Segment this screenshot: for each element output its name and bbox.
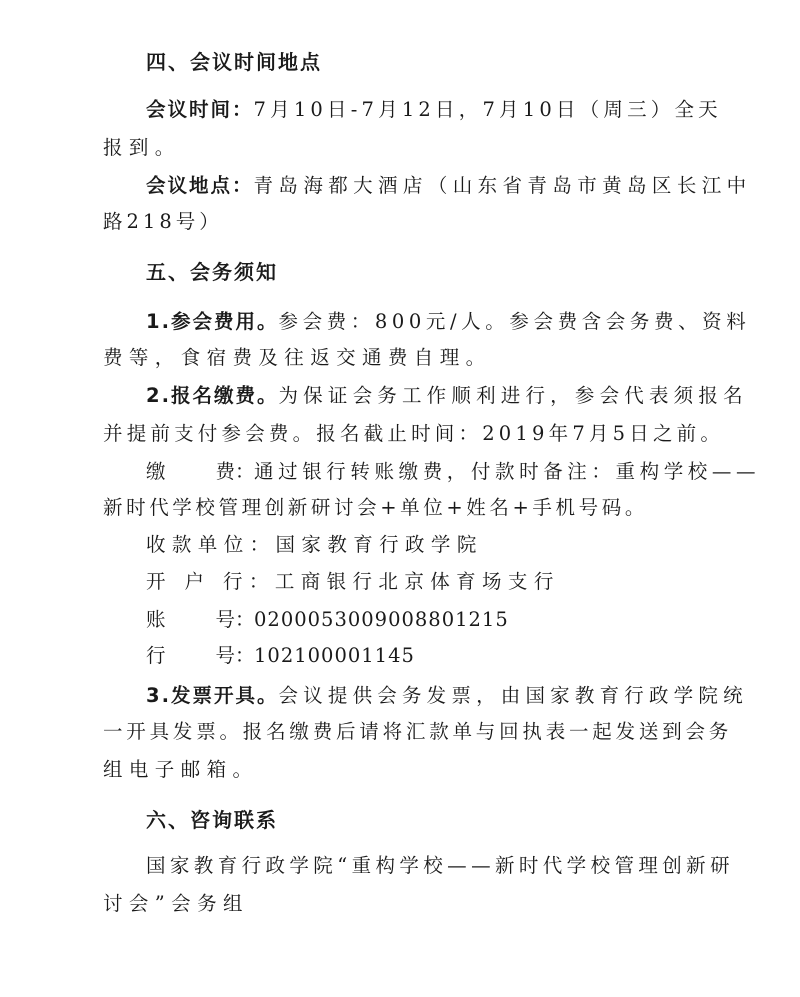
bank-code-line <box>146 643 696 669</box>
bank-code-value: 102100001145 <box>254 644 415 667</box>
account-number-value: 0200053009008801215 <box>254 608 509 631</box>
invoice-label: 3.发票开具。 <box>146 684 279 707</box>
meeting-time-value: 7月10日-7月12日，7月10日（周三）全天 <box>253 98 722 121</box>
payee-label: 收款单位： <box>146 533 276 556</box>
invoice-continuation-1: 一开具发票。报名缴费后请将汇款单与回执表一起发送到会务 <box>103 720 733 743</box>
bank-line <box>146 569 696 595</box>
fee-value: 参会费：800元/人。参会费含会务费、资料 <box>278 310 751 333</box>
contact-continuation: 讨会”会务组 <box>103 892 249 915</box>
registration-label: 2.报名缴费。 <box>146 384 279 407</box>
payment-continuation: 新时代学校管理创新研讨会+单位+姓名+手机号码。 <box>103 496 648 519</box>
meeting-place-continuation: 路218号） <box>103 210 223 233</box>
fee-continuation: 费等，食宿费及往返交通费自理。 <box>103 346 492 369</box>
payee-line <box>146 532 696 558</box>
account-number-line <box>146 607 696 633</box>
section-heading-contact: 六、咨询联系 <box>146 808 278 832</box>
meeting-place-value: 青岛海都大酒店（山东省青岛市黄岛区长江中 <box>253 174 752 197</box>
registration-line <box>146 383 748 409</box>
bank-code-label: 行 号： <box>146 644 255 667</box>
meeting-time-line <box>146 97 722 123</box>
registration-value: 为保证会务工作顺利进行，参会代表须报名 <box>278 384 748 407</box>
meeting-place-label: 会议地点： <box>146 174 254 197</box>
fee-label: 1.参会费用。 <box>146 310 279 333</box>
account-number-label: 账 号： <box>146 608 255 631</box>
meeting-place-line <box>146 173 752 199</box>
registration-continuation: 并提前支付参会费。报名截止时间：2019年7月5日之前。 <box>103 422 725 445</box>
invoice-value: 会议提供会务发票，由国家教育行政学院统 <box>278 684 748 707</box>
payment-label: 缴 费： <box>146 460 255 483</box>
bank-label: 开 户 行： <box>146 570 275 593</box>
contact-line: 国家教育行政学院“重构学校——新时代学校管理创新研 <box>146 854 734 877</box>
fee-line <box>146 309 751 335</box>
section-heading-notes: 五、会务须知 <box>146 260 278 284</box>
payment-value: 通过银行转账缴费，付款时备注：重构学校—— <box>254 460 761 483</box>
bank-value: 工商银行北京体育场支行 <box>274 570 560 593</box>
payment-line <box>146 459 761 485</box>
section-heading-time-place: 四、会议时间地点 <box>146 50 322 74</box>
payee-value: 国家教育行政学院 <box>275 533 483 556</box>
invoice-continuation-2: 组电子邮箱。 <box>103 758 259 781</box>
meeting-time-label: 会议时间： <box>146 98 254 121</box>
invoice-line <box>146 683 748 709</box>
meeting-time-continuation: 报到。 <box>103 136 181 159</box>
